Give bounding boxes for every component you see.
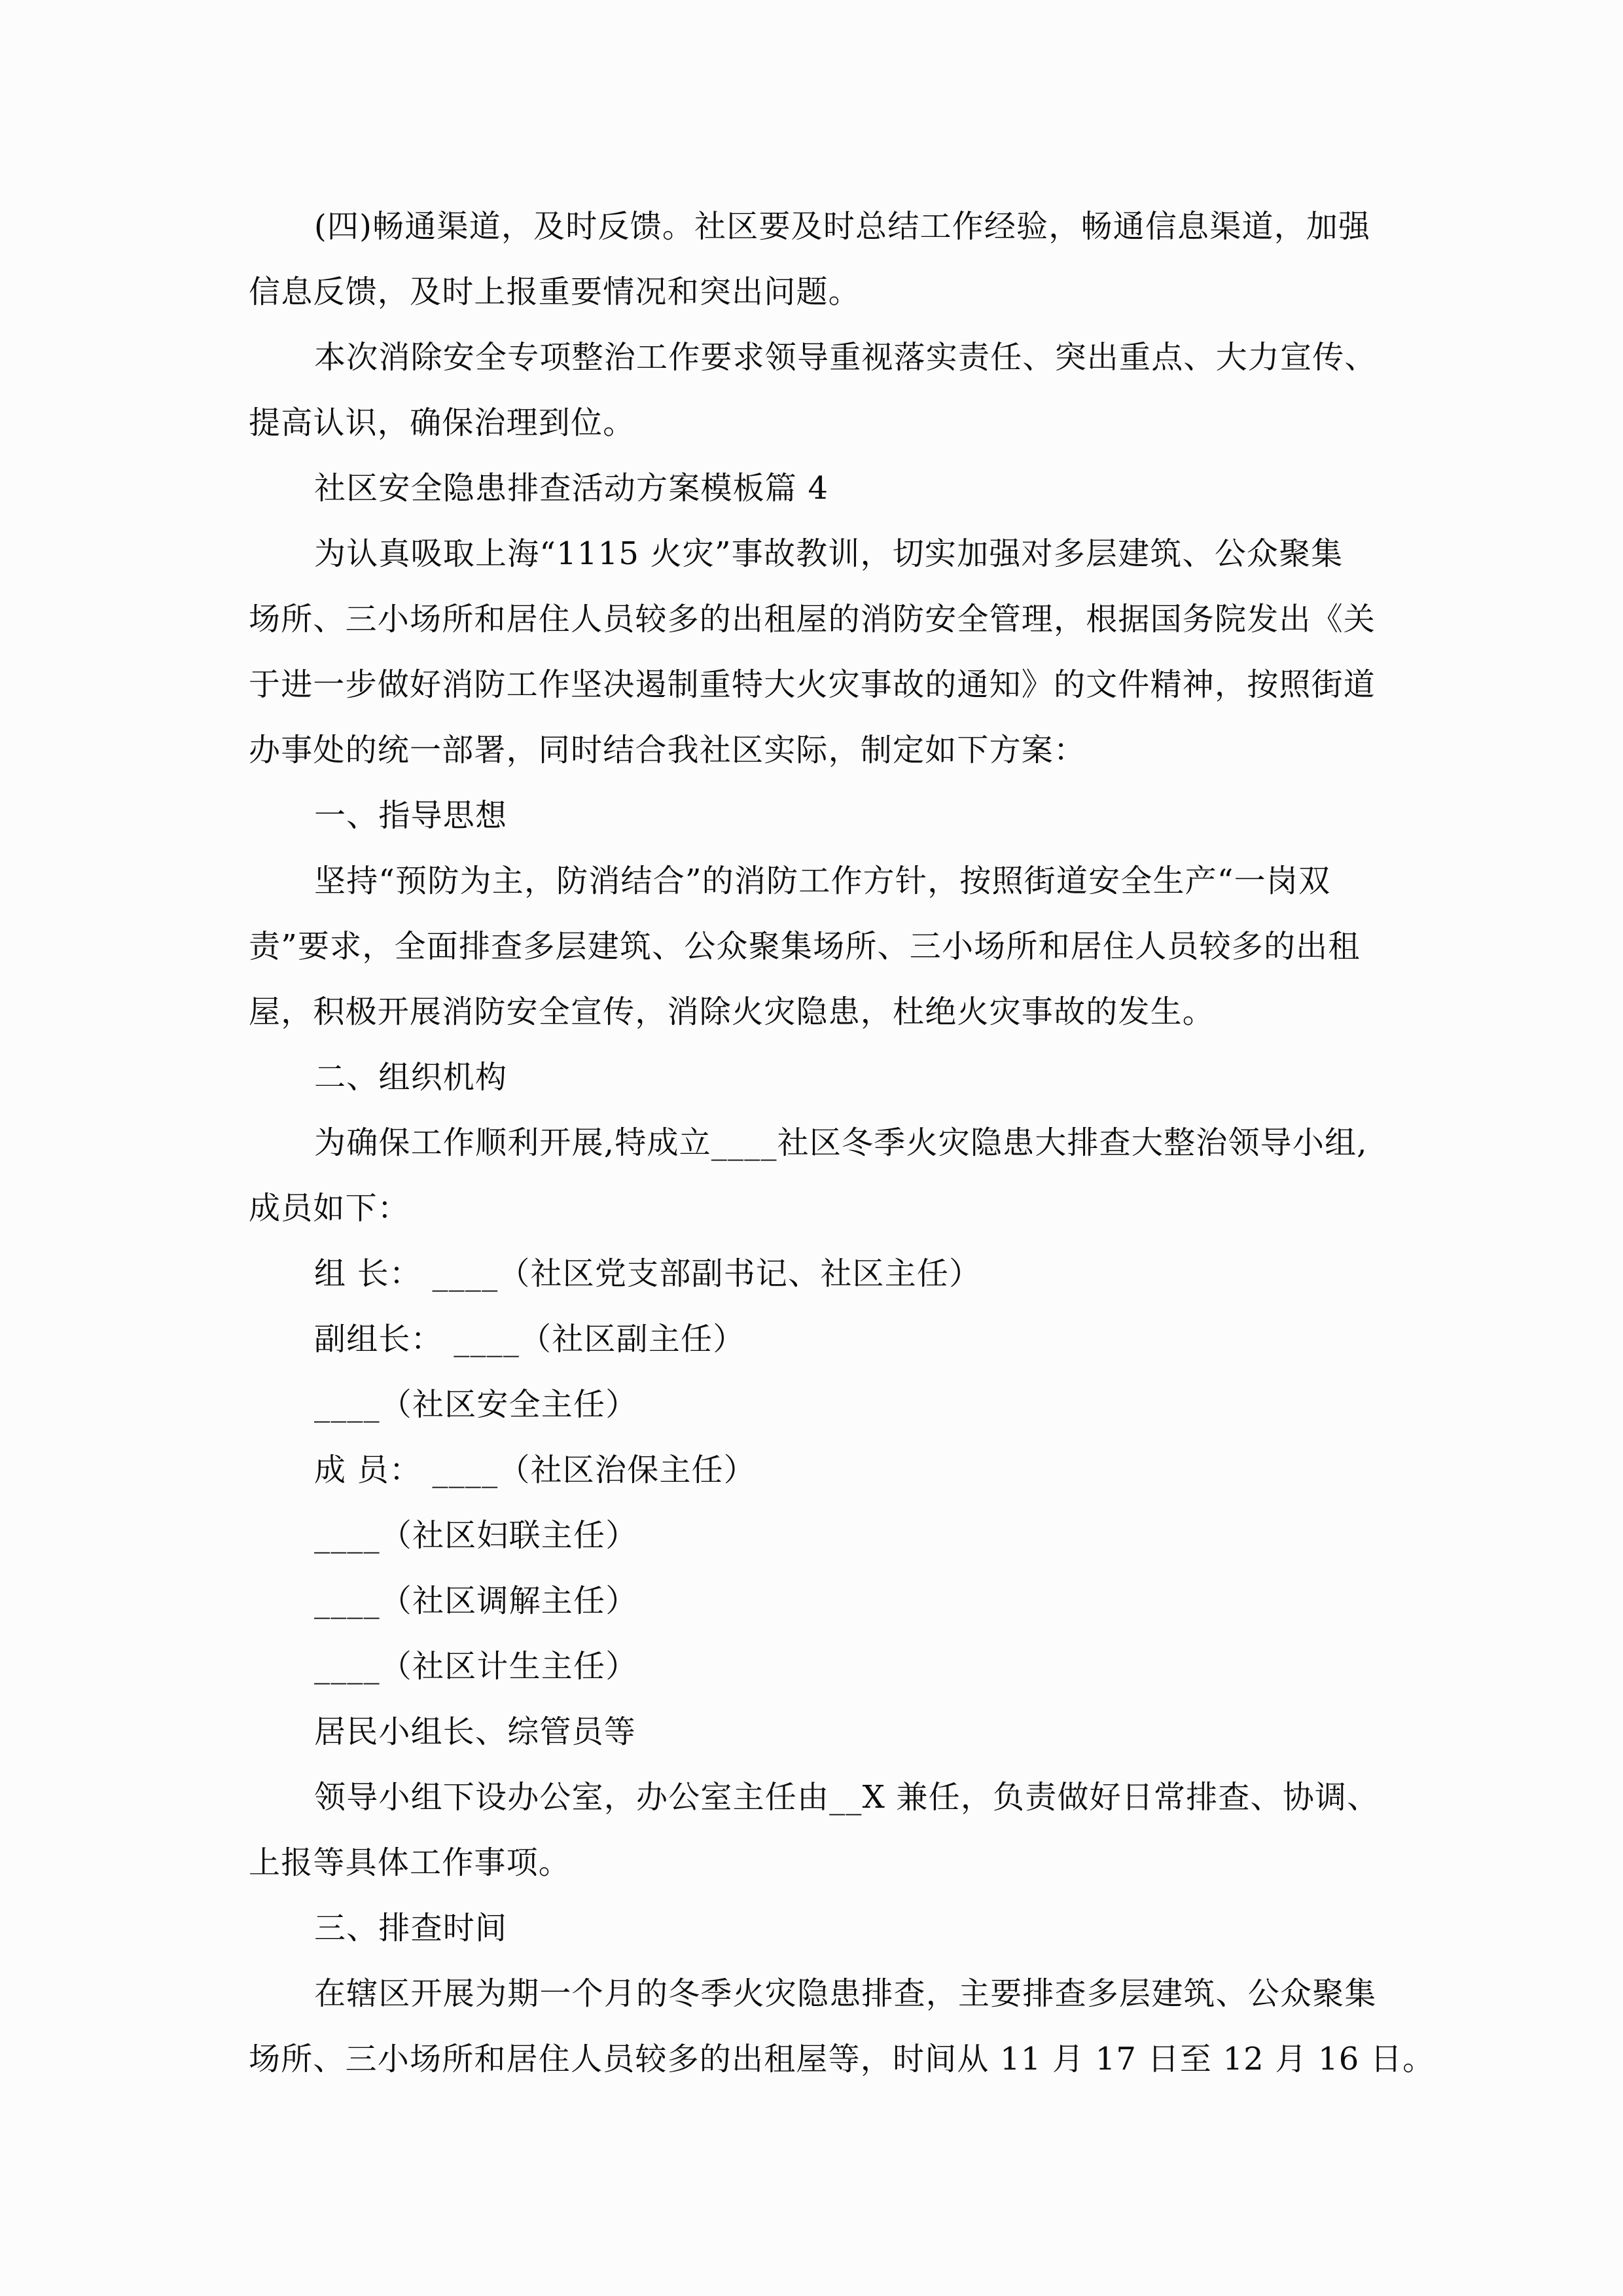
paragraph-line: 提高认识，确保治理到位。 [249,404,635,441]
paragraph-line: 为确保工作顺利开展,特成立____社区冬季火灾隐患大排查大整治领导小组, [314,1124,1368,1161]
member-list-line: ____（社区计生主任） [314,1648,638,1685]
paragraph-line: 领导小组下设办公室，办公室主任由__X 兼任，负责做好日常排查、协调、 [314,1779,1380,1816]
paragraph-line: 信息反馈，及时上报重要情况和突出问题。 [249,274,861,310]
section-heading: 三、排查时间 [314,1910,508,1946]
member-list-line: 成 员： ____（社区治保主任） [314,1452,756,1488]
member-list-line: ____（社区妇联主任） [314,1517,638,1554]
paragraph-line: 场所、三小场所和居住人员较多的出租屋等，时间从 11 月 17 日至 12 月 16 日。 [249,2041,1435,2077]
paragraph-line: 责”要求，全面排查多层建筑、公众聚集场所、三小场所和居住人员较多的出租 [249,928,1361,965]
paragraph-line: 上报等具体工作事项。 [249,1844,571,1881]
member-list-line: ____（社区调解主任） [314,1583,638,1619]
section-heading: 一、指导思想 [314,797,508,834]
member-list-line: ____（社区安全主任） [314,1386,638,1423]
paragraph-line: 办事处的统一部署，同时结合我社区实际，制定如下方案： [249,732,1086,768]
paragraph-line: 场所、三小场所和居住人员较多的出租屋的消防安全管理，根据国务院发出《关 [249,601,1376,637]
paragraph-line: 在辖区开展为期一个月的冬季火灾隐患排查，主要排查多层建筑、公众聚集 [314,1975,1377,2012]
paragraph-line: 于进一步做好消防工作坚决遏制重特大火灾事故的通知》的文件精神，按照街道 [249,666,1376,703]
document-page [249,194,1435,2092]
member-list-line: 组 长： ____（社区党支部副书记、社区主任） [314,1255,982,1292]
member-list-line: 居民小组长、综管员等 [314,1713,637,1750]
paragraph-line: 成员如下： [249,1190,410,1227]
paragraph-line: 为认真吸取上海“1115 火灾”事故教训，切实加强对多层建筑、公众聚集 [314,535,1344,572]
paragraph-line: (四)畅通渠道，及时反馈。社区要及时总结工作经验，畅通信息渠道，加强 [314,208,1371,245]
paragraph-line: 本次消除安全专项整治工作要求领导重视落实责任、突出重点、大力宣传、 [314,339,1377,376]
member-list-line: 副组长： ____（社区副主任） [314,1321,745,1357]
document-section-title: 社区安全隐患排查活动方案模板篇 4 [314,470,829,507]
section-heading: 二、组织机构 [314,1059,508,1096]
paragraph-line: 屋，积极开展消防安全宣传，消除火灾隐患，杜绝火灾事故的发生。 [249,994,1215,1030]
paragraph-line: 坚持“预防为主，防消结合”的消防工作方针，按照街道安全生产“一岗双 [314,863,1331,899]
